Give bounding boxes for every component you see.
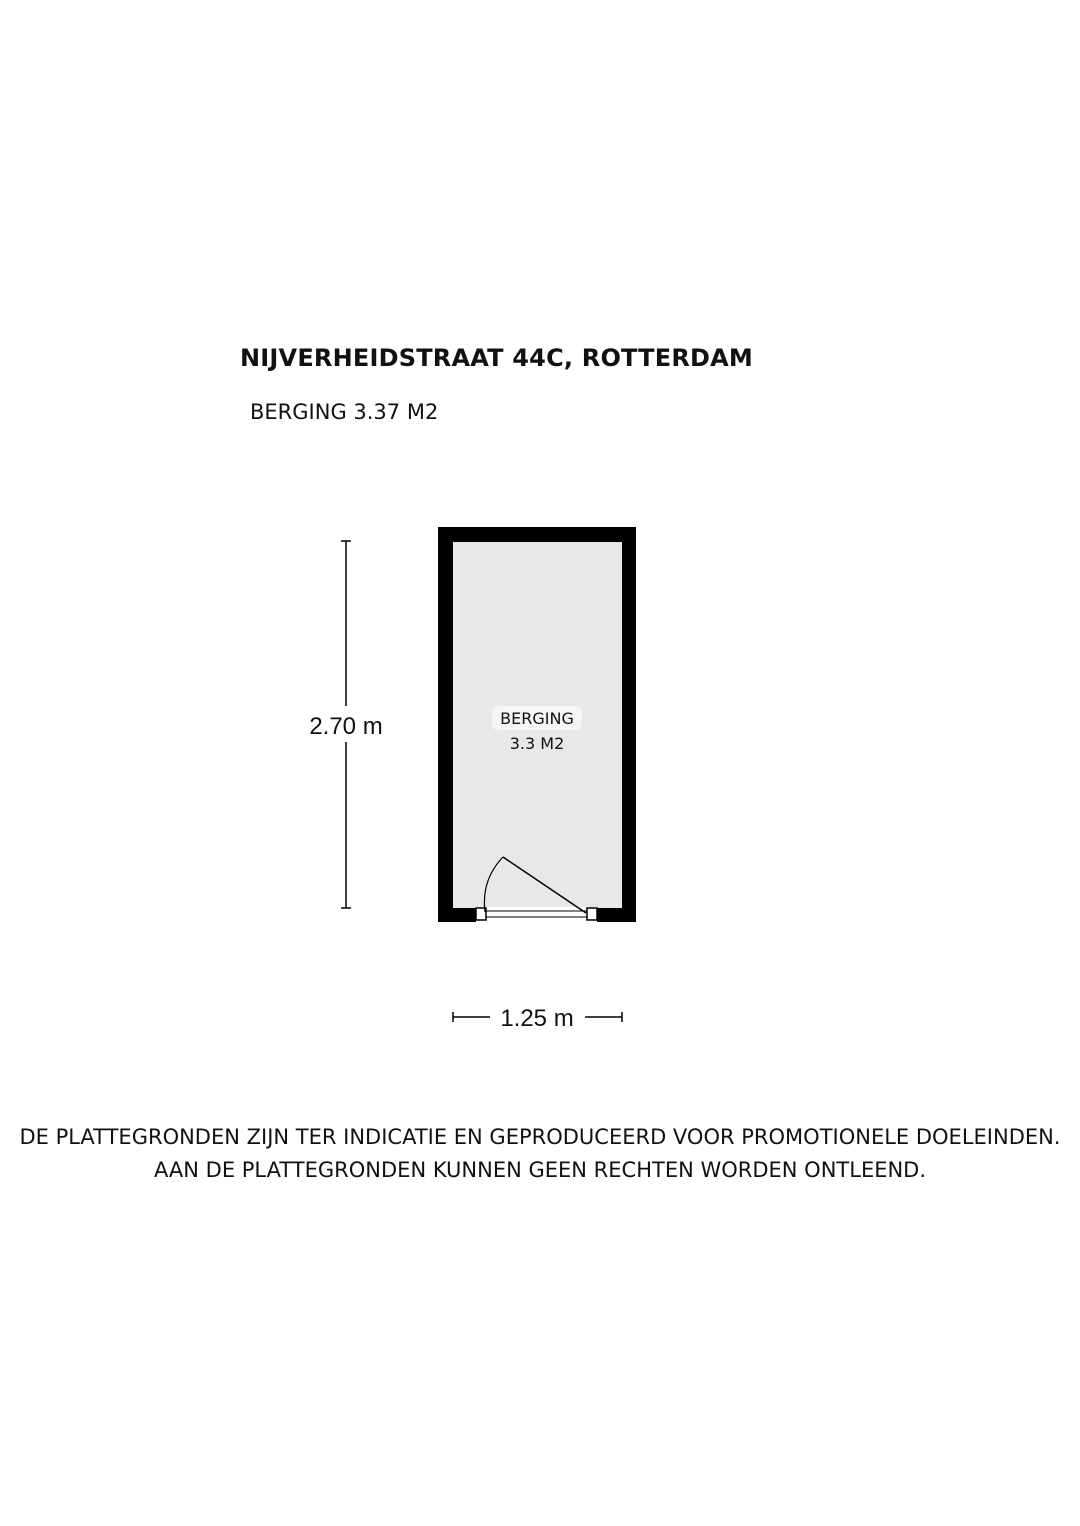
area-subtitle: BERGING 3.37 M2	[250, 400, 439, 424]
door-opening	[476, 907, 597, 922]
disclaimer-line-2: AAN DE PLATTEGRONDEN KUNNEN GEEN RECHTEN WORDEN ONTLEEND.	[153, 1158, 927, 1182]
door-jamb-right	[587, 908, 597, 920]
room-area-label: 3.3 M2	[509, 734, 565, 753]
width-dimension-label: 1.25 m	[500, 1005, 574, 1032]
address-title: NIJVERHEIDSTRAAT 44C, ROTTERDAM	[240, 344, 753, 372]
disclaimer-line-1: DE PLATTEGRONDEN ZIJN TER INDICATIE EN GEPRODUCEERD VOOR PROMOTIONELE DOELEINDEN.	[19, 1125, 1061, 1149]
height-dimension-label: 2.70 m	[309, 713, 383, 740]
disclaimer	[0, 1121, 1080, 1187]
room-name-label: BERGING	[500, 709, 574, 728]
